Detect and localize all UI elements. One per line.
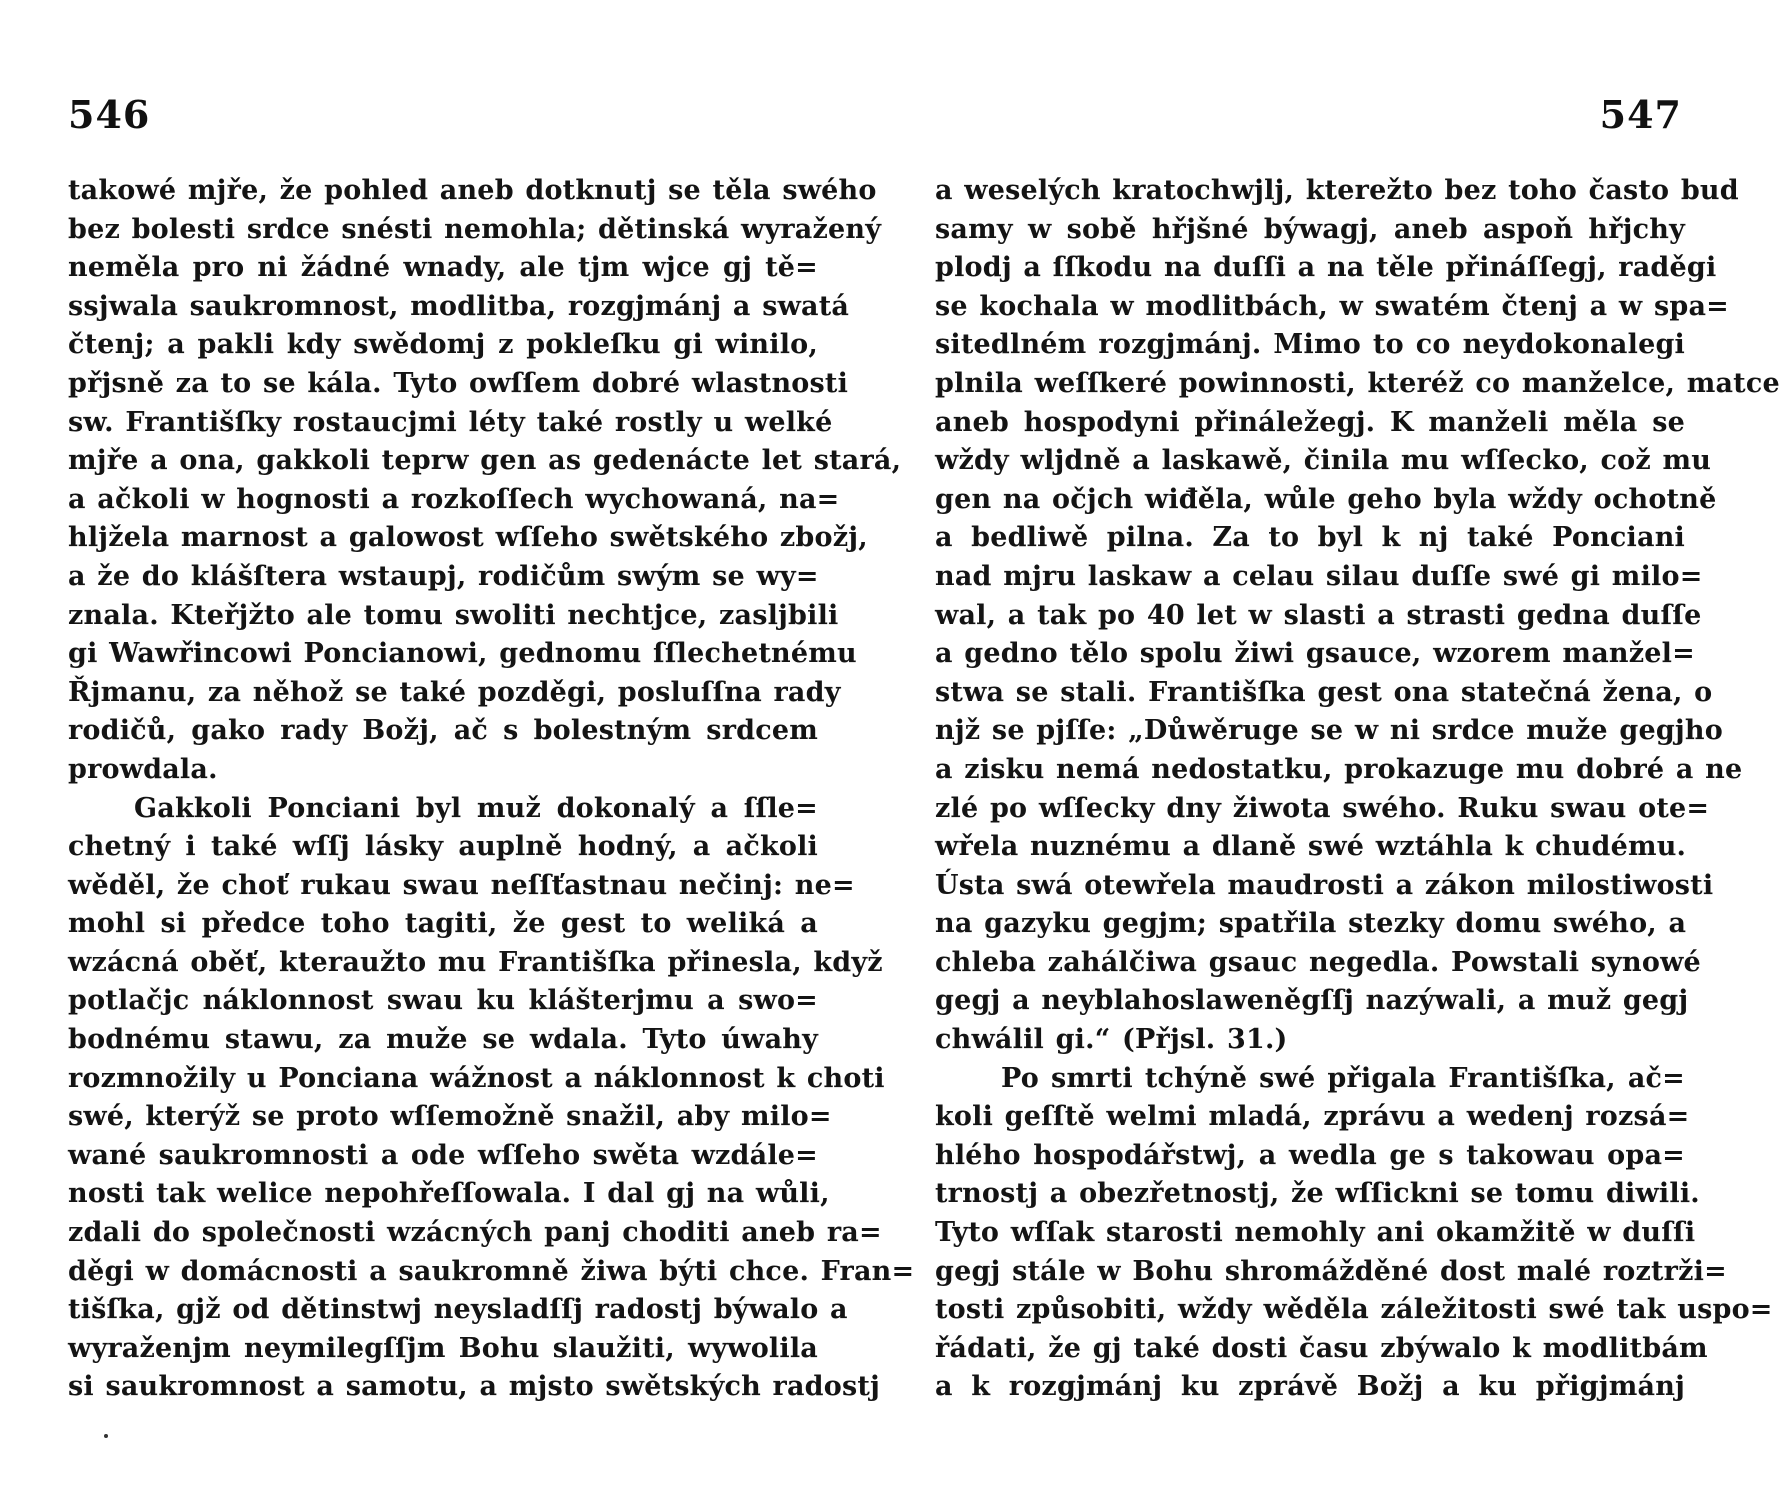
text-line: mjře a ona, gakkoli teprw gen as gedenácte let stará, (68, 445, 902, 477)
text-line: potlačjc náklonnost swau ku klášterjmu a swo= (68, 985, 818, 1017)
text-line: trnostj a obezřetnostj, že wſſickni se tomu diwili. (935, 1178, 1700, 1210)
text-line: wždy wljdně a laskawě, činila mu wſſecko, což mu (935, 445, 1712, 477)
text-line: chetný i také wſſj lásky auplně hodný, a ačkoli (68, 831, 818, 863)
text-line: sitedlném rozgjmánj. Mimo to co neydokonalegi (935, 329, 1685, 361)
text-line: přjsně za to se kála. Tyto owſſem dobré wlastnosti (68, 367, 849, 399)
left-page-text (68, 172, 915, 1407)
text-line: wzácná oběť, kteraužto mu Františſka přinesla, když (68, 946, 883, 978)
text-line: swé, kterýž se proto wſſemožně snažil, aby milo= (68, 1101, 832, 1133)
text-line: a k rozgjmánj ku zprávě Božj a ku přigjmánj (935, 1371, 1685, 1403)
text-line: plodj a ſſkodu na duſſi a na těle přináſſegj, raděgi (935, 252, 1717, 284)
text-line: řádati, že gj také dosti času zbýwalo k modlitbám (935, 1332, 1708, 1364)
text-line: gen na očjch wiđěla, wůle geho byla wždy ochotně (935, 483, 1717, 515)
text-line: hljžela marnost a galowost wſſeho swětského zbožj, (68, 522, 868, 554)
text-line: a zisku nemá nedostatku, prokazuge mu dobré a ne (935, 753, 1743, 785)
text-line: bez bolesti srdce snésti nemohla; dětinská wyražený (68, 213, 882, 245)
text-line: rodičů, gako rady Božj, ač s bolestným srdcem (68, 715, 818, 747)
text-line: njž se pjſſe: „Důwěruge se w ni srdce muže gegjho (935, 715, 1723, 747)
text-line: plnila weſſkeré powinnosti, kteréž co manželce, matce (935, 367, 1780, 399)
right-page (869, 0, 1780, 1500)
text-line: wal, a tak po 40 let w slasti a strasti gedna duſſe (935, 599, 1702, 631)
text-line: mohl si předce toho tagiti, že gest to weliká a (68, 908, 818, 940)
text-line: děgi w domácnosti a saukromně žiwa býti chce. Fran= (68, 1255, 915, 1287)
page-number-right: 547 (1599, 92, 1682, 137)
text-line: Ústa swá otewřela maudrosti a zákon milostiwosti (935, 869, 1714, 901)
text-line: hlého hospodářstwj, a wedla ge s takowau opa= (935, 1139, 1685, 1171)
text-line: čtenj; a pakli kdy swědomj z pokleſku gi winilo, (68, 329, 818, 361)
text-line: Tyto wſſak starosti nemohly ani okamžitě w duſſi (935, 1217, 1696, 1249)
text-line: wané saukromnosti a ode wſſeho swěta wzdále= (68, 1139, 818, 1171)
text-line: stwa se stali. Františſka gest ona statečná žena, o (935, 676, 1713, 708)
text-line: a gedno tělo spolu žiwi gsauce, wzorem manžel= (935, 638, 1695, 670)
text-line: wřela nuznému a dlaně swé wztáhla k chudému. (935, 831, 1687, 863)
text-line: gegj stále w Bohu shromážděné dost malé roztrži= (935, 1255, 1727, 1287)
text-line: znala. Kteřjžto ale tomu swoliti nechtjce, zasljbili (68, 599, 839, 631)
text-line: gi Wawřincowi Poncianowi, gednomu ſſlechetnému (68, 638, 857, 670)
text-line: aneb hospodyni přináležegj. K manželi měla se (935, 406, 1685, 438)
paragraph-start-line: Po smrti tchýně swé přigala Františſka, ač= (1001, 1062, 1685, 1094)
text-line: se kochala w modlitbách, w swatém čtenj a w spa= (935, 290, 1729, 322)
paragraph-start-line: Gakkoli Ponciani byl muž dokonalý a ſſle= (134, 792, 818, 824)
text-line: sw. Františſky rostaucjmi léty také rostly u welké (68, 406, 833, 438)
text-line: zdali do společnosti wzácných panj choditi aneb ra= (68, 1217, 882, 1249)
text-line: chleba zahálčiwa gsauc negedla. Powstali synowé (935, 946, 1701, 978)
right-page-text (935, 172, 1780, 1407)
text-line: wěděl, že choť rukau swau neſſťastnau nečinj: ne= (68, 869, 855, 901)
text-line: tišſka, gjž od dětinstwj neysladſſj radostj býwalo a (68, 1294, 848, 1326)
text-line: a že do klášſtera wstaupj, rodičům swým se wy= (68, 560, 819, 592)
text-line: nad mjru laskaw a celau silau duſſe swé gi milo= (935, 560, 1703, 592)
text-line: neměla pro ni žádné wnady, ale tjm wjce gj tě= (68, 252, 818, 284)
text-line: nosti tak welice nepohřeſſowala. I dal gj na wůli, (68, 1178, 830, 1210)
text-line: samy w sobě hřjšné býwagj, aneb aspoň hřjchy (935, 213, 1685, 245)
text-line: zlé po wſſecky dny žiwota swého. Ruku swau ote= (935, 792, 1710, 824)
text-line: koli geſſtě welmi mladá, zprávu a wedenj rozsá= (935, 1101, 1690, 1133)
text-line: wyraženjm neymilegſſjm Bohu slaužiti, wywolila (68, 1332, 818, 1364)
text-line: bodnému stawu, za muže se wdala. Tyto úwahy (68, 1024, 818, 1056)
text-line: si saukromnost a samotu, a mjsto swětských radostj (68, 1371, 880, 1403)
text-line: a weselých kratochwjlj, kterežto bez toho často bud (935, 175, 1739, 206)
ink-speck (104, 1434, 108, 1438)
text-line: prowdala. (68, 753, 218, 785)
page-number-left: 546 (68, 92, 151, 137)
text-line: chwálil gi.“ (Přjsl. 31.) (935, 1024, 1288, 1056)
text-line: takowé mjře, že pohled aneb dotknutj se těla swého (68, 175, 877, 206)
text-line: gegj a neyblahoslaweněgſſj nazýwali, a muž gegj (935, 985, 1689, 1017)
text-line: rozmnožily u Ponciana wážnost a náklonnost k choti (68, 1062, 885, 1094)
text-line: ssjwala saukromnost, modlitba, rozgjmánj a swatá (68, 290, 850, 322)
text-line: a bedliwě pilna. Za to byl k nj také Ponciani (935, 522, 1685, 554)
text-line: a ačkoli w hognosti a rozkoſſech wychowaná, na= (68, 483, 840, 515)
text-line: tosti způsobiti, wždy wěděla záležitosti swé tak uspo= (935, 1294, 1773, 1326)
text-line: Řjmanu, za něhož se také pozděgi, posluſſna rady (68, 676, 841, 708)
text-line: na gazyku gegjm; spatřila stezky domu swého, a (935, 908, 1687, 940)
